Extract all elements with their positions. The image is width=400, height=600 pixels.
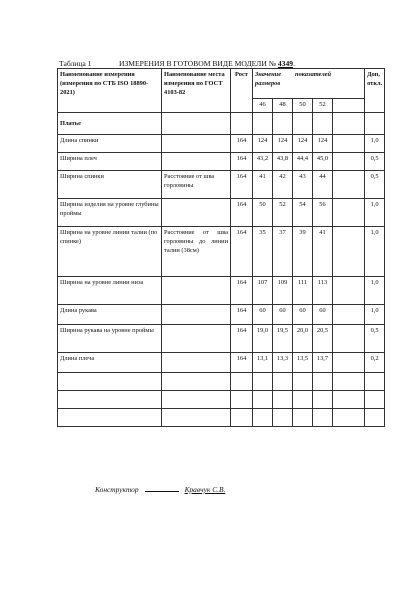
measure-value: 50	[253, 199, 273, 227]
measure-value: 52	[273, 199, 293, 227]
measure-place	[162, 153, 231, 171]
size-header-empty	[333, 99, 365, 113]
measure-rost: 164	[231, 171, 253, 199]
measure-value: 42	[273, 171, 293, 199]
measure-value: 20,0	[293, 325, 313, 353]
measure-rost: 164	[231, 135, 253, 153]
measure-value: 39	[293, 227, 313, 277]
table-label: Таблица 1	[59, 59, 92, 68]
measure-name: Длина плеча	[58, 353, 162, 373]
measure-value: 60	[293, 305, 313, 325]
measure-tolerance: 1,0	[365, 277, 385, 305]
measure-value: 20,5	[313, 325, 333, 353]
measure-value: 35	[253, 227, 273, 277]
measure-value: 60	[313, 305, 333, 325]
measure-tolerance: 1,0	[365, 227, 385, 277]
measure-name: Ширина на уровне линии низа	[58, 277, 162, 305]
measure-name: Ширина рукава на уровне проймы	[58, 325, 162, 353]
signature-role: Конструктор	[95, 485, 139, 494]
measure-place	[162, 277, 231, 305]
table-row	[58, 135, 385, 153]
measure-value: 111	[293, 277, 313, 305]
measure-place	[162, 199, 231, 227]
table-row	[58, 277, 385, 305]
table-row	[58, 353, 385, 373]
measure-tolerance: 0,5	[365, 325, 385, 353]
measure-value: 54	[293, 199, 313, 227]
measure-name: Ширина изделия на уровне глубины проймы	[58, 199, 162, 227]
size-header: 46	[253, 99, 273, 113]
signature-name: Кравчук С.В.	[184, 485, 226, 494]
col-header-sizes	[253, 69, 365, 99]
measure-place	[162, 305, 231, 325]
measure-value: 124	[293, 135, 313, 153]
table-row	[58, 199, 385, 227]
measurements-table	[57, 68, 385, 427]
size-header: 48	[273, 99, 293, 113]
measure-value: 44	[313, 171, 333, 199]
measure-value: 113	[313, 277, 333, 305]
measure-rost: 164	[231, 305, 253, 325]
measure-value: 43,2	[253, 153, 273, 171]
measure-rost: 164	[231, 353, 253, 373]
table-row	[58, 171, 385, 199]
measure-rost: 164	[231, 325, 253, 353]
measure-value: 37	[273, 227, 293, 277]
measure-tolerance: 1,0	[365, 305, 385, 325]
table-row	[58, 153, 385, 171]
measure-rost: 164	[231, 277, 253, 305]
size-header: 50	[293, 99, 313, 113]
measure-place	[162, 353, 231, 373]
measure-value: 45,0	[313, 153, 333, 171]
empty-row	[58, 373, 385, 391]
measure-rost: 164	[231, 153, 253, 171]
measure-value: 13,7	[313, 353, 333, 373]
title-end: .	[293, 59, 295, 68]
measure-place: Расстояние от шва горловины	[162, 171, 231, 199]
measure-tolerance: 0,2	[365, 353, 385, 373]
measure-value: 60	[273, 305, 293, 325]
measure-rost: 164	[231, 199, 253, 227]
model-number: 4349	[277, 59, 294, 68]
measure-name: Длина рукава	[58, 305, 162, 325]
measure-value: 124	[313, 135, 333, 153]
sizes-line2: размеров	[255, 80, 281, 87]
measure-tolerance: 1,0	[365, 135, 385, 153]
col-header-place: Наименование места измерения по ГОСТ 4103-82	[162, 69, 231, 113]
title-text: ИЗМЕРЕНИЯ В ГОТОВОМ ВИДЕ МОДЕЛИ №	[119, 59, 276, 68]
sizes-word2: показателей	[295, 71, 331, 78]
col-header-tolerance: Доп, откл.	[365, 69, 385, 113]
measure-tolerance: 1,0	[365, 199, 385, 227]
col-header-rost: Рост	[231, 69, 253, 113]
measure-place	[162, 325, 231, 353]
measure-value: 56	[313, 199, 333, 227]
measure-value: 107	[253, 277, 273, 305]
measure-value: 13,3	[273, 353, 293, 373]
table-row	[58, 227, 385, 277]
table-row	[58, 325, 385, 353]
measure-name: Длина спинки	[58, 135, 162, 153]
measure-value: 60	[253, 305, 273, 325]
measure-value: 41	[253, 171, 273, 199]
measure-value: 19,0	[253, 325, 273, 353]
measure-value: 13,1	[253, 353, 273, 373]
measure-name: Ширина плеч	[58, 153, 162, 171]
measure-name: Ширина на уровне линии талии (по спинке)	[58, 227, 162, 277]
measure-value: 44,4	[293, 153, 313, 171]
measure-value: 43	[293, 171, 313, 199]
measure-rost: 164	[231, 227, 253, 277]
section-label: Платье	[58, 113, 162, 135]
empty-row	[58, 391, 385, 409]
measure-value: 43,8	[273, 153, 293, 171]
measure-value: 41	[313, 227, 333, 277]
measure-tolerance: 0,5	[365, 171, 385, 199]
page-title	[119, 59, 295, 68]
measure-tolerance: 0,5	[365, 153, 385, 171]
measure-value: 124	[273, 135, 293, 153]
measure-place	[162, 135, 231, 153]
measure-value: 109	[273, 277, 293, 305]
measure-value: 19,5	[273, 325, 293, 353]
measure-value: 13,5	[293, 353, 313, 373]
signature-line	[95, 484, 225, 494]
col-header-name: Наименование измерения (измерения по СТБ ISO 18890-2021)	[58, 69, 162, 113]
empty-row	[58, 409, 385, 427]
sizes-word1: Значение	[255, 71, 282, 78]
measure-value: 124	[253, 135, 273, 153]
signature-blank	[145, 484, 179, 492]
measure-name: Ширина спинки	[58, 171, 162, 199]
table-row	[58, 305, 385, 325]
measure-place: Расстояние от шва горловины до линии талии (38см)	[162, 227, 231, 277]
size-header: 52	[313, 99, 333, 113]
